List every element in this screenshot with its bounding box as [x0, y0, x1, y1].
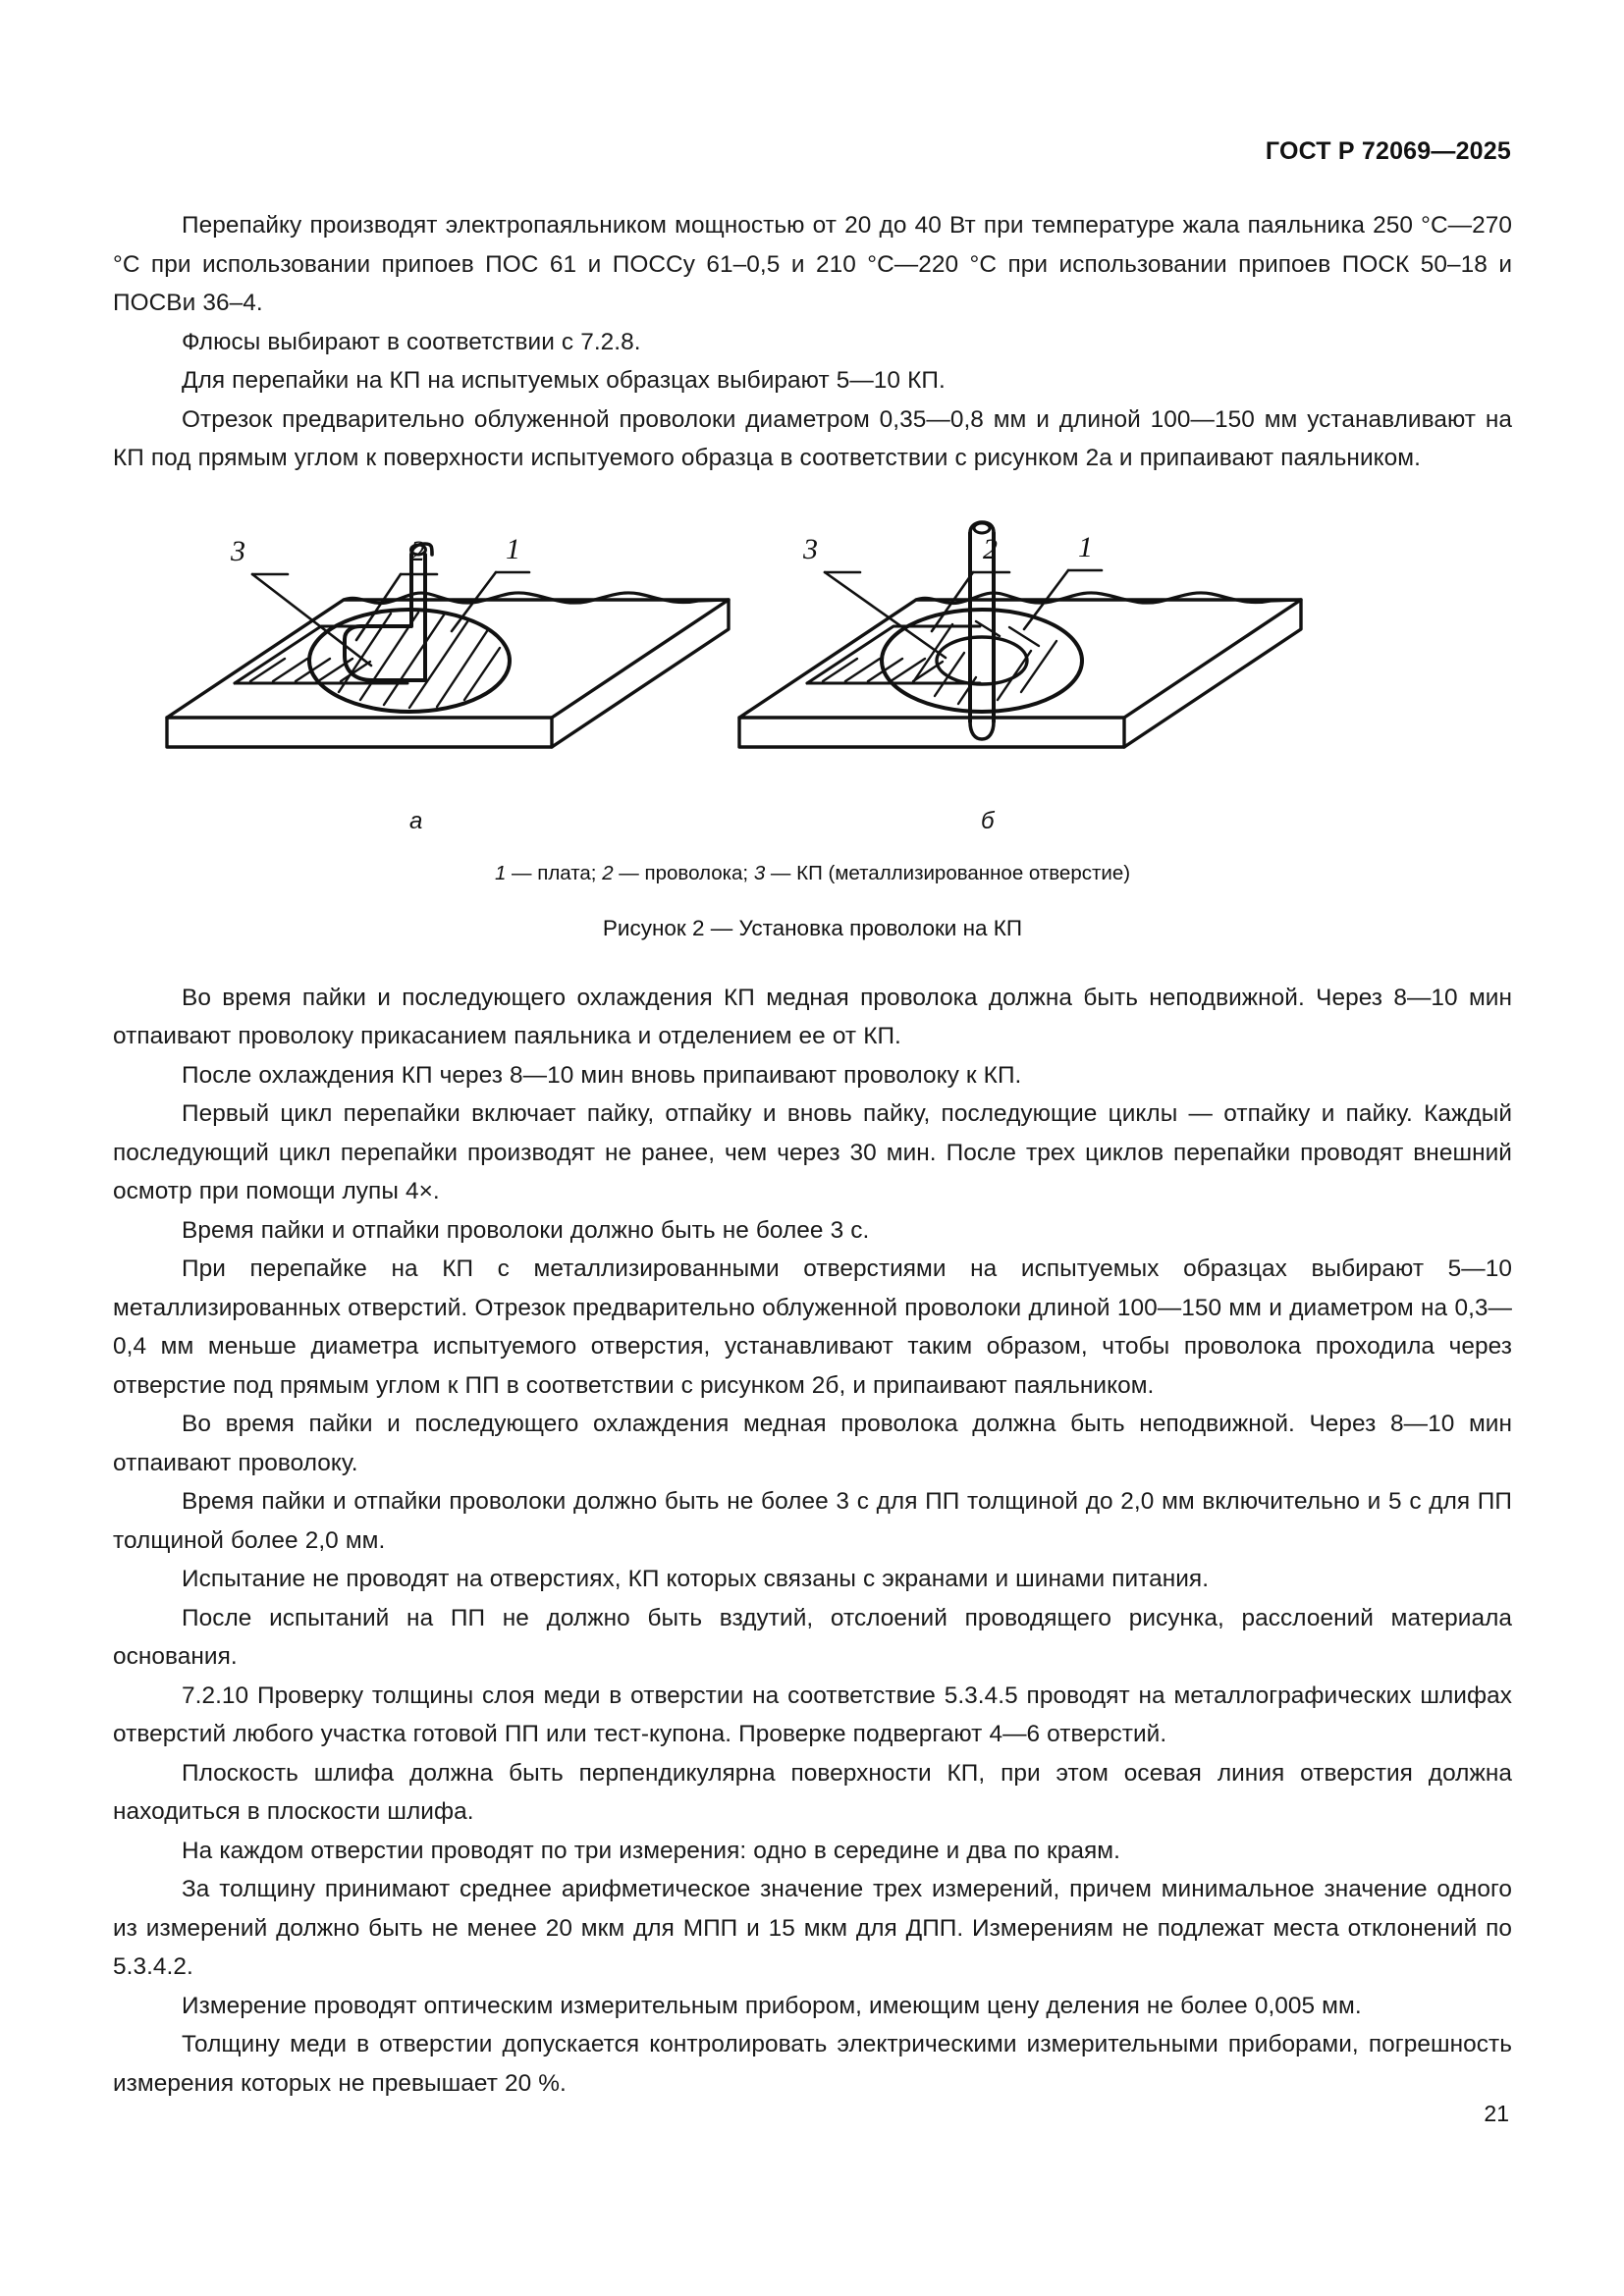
paragraph-first-cycle: Первый цикл перепайки включает пайку, отпайку и вновь пайку, последующие циклы — отпайку и пайку. Каждый последующий цикл перепайки производят не ранее, чем через 30 мин. После трех циклов перепайки проводят внешний осмотр при помощи лупы 4×. [113, 1100, 1512, 1204]
callout-3-right: 3 [803, 532, 818, 565]
callout-1-right: 1 [1078, 530, 1093, 563]
paragraph-optical-device: Измерение проводят оптическим измерительным прибором, имеющим цену деления не более 0,005 мм. [182, 1992, 1362, 2019]
paragraph-clause-7-2-10: 7.2.10 Проверку толщины слоя меди в отверстии на соответствие 5.3.4.5 проводят на металлографических шлифах отверстий любого участка готовой ПП или тест-купона. Проверке подвергают 4—6 отверстий. [113, 1682, 1512, 1747]
page-header-standard-number: ГОСТ Р 72069—2025 [1265, 137, 1511, 165]
figure-sublabel-a: а [409, 807, 423, 834]
paragraph-soldering-immobile: Во время пайки и последующего охлаждения КП медная проволока должна быть неподвижной. Через 8—10 мин отпаивают проволоку прикасанием паяльника и отделением ее от КП. [113, 984, 1512, 1049]
page-content [113, 206, 1512, 2103]
figure-legend-text-2: — проволока; [613, 861, 754, 884]
figure-legend [113, 859, 1512, 888]
figure-view-b [739, 522, 1301, 747]
figure-legend-text-3: — КП (металлизированное отверстие) [765, 861, 1131, 884]
figure-legend-num-3: 3 [753, 861, 766, 884]
callout-3-left: 3 [231, 534, 245, 567]
paragraph-average-thickness: За толщину принимают среднее арифметическое значение трех измерений, причем минимальное значение одного из измерений должно быть не менее 20 мкм для МПП и 15 мкм для ДПП. Измерениям не подлежат места отклонений по 5.3.4.2. [113, 1876, 1512, 1980]
figure-legend-num-2: 2 [602, 861, 614, 884]
figure-caption: Рисунок 2 — Установка проволоки на КП [602, 915, 1023, 940]
callout-2-right: 2 [983, 532, 998, 565]
paragraph-pads-count: Для перепайки на КП на испытуемых образцах выбирают 5—10 КП. [182, 367, 946, 394]
figure-legend-num-1: 1 [494, 861, 507, 884]
paragraph-no-blisters: После испытаний на ПП не должно быть вздутий, отслоений проводящего рисунка, расслоений материала основания. [113, 1604, 1512, 1670]
paragraph-solder-time-3s: Время пайки и отпайки проволоки должно быть не более 3 с. [182, 1216, 870, 1244]
paragraph-section-plane: Плоскость шлифа должна быть перпендикулярна поверхности КП, при этом осевая линия отверстия должна находиться в плоскости шлифа. [113, 1759, 1512, 1825]
paragraph-wire-segment: Отрезок предварительно облуженной проволоки диаметром 0,35—0,8 мм и длиной 100—150 мм устанавливают на КП под прямым углом к поверхности испытуемого образца в соответствии с рисунком 2а и припаивают паяльником. [113, 405, 1512, 471]
paragraph-resolder-after-cooling: После охлаждения КП через 8—10 мин вновь припаивают проволоку к КП. [182, 1061, 1022, 1089]
figure-2 [113, 504, 1512, 943]
paragraph-resoldering-power: Перепайку производят электропаяльником мощностью от 20 до 40 Вт при температуре жала паяльника 250 °С—270 °С при использовании припоев ПОС 61 и ПОССу 61–0,5 и 210 °С—220 °С при использовании припоев ПОСК 50–18 и ПОСВи 36–4. [113, 212, 1512, 316]
figure-sublabel-b: б [981, 807, 995, 834]
paragraph-time-thickness: Время пайки и отпайки проволоки должно быть не более 3 с для ПП толщиной до 2,0 мм включительно и 5 с для ПП толщиной более 2,0 мм. [113, 1488, 1512, 1554]
paragraph-no-test-shields: Испытание не проводят на отверстиях, КП которых связаны с экранами и шинами питания. [182, 1566, 1210, 1592]
figure-legend-text-1: — плата; [506, 861, 603, 884]
paragraph-copper-wire-immobile: Во время пайки и последующего охлаждения медная проволока должна быть неподвижной. Через 8—10 мин отпаивают проволоку. [113, 1411, 1512, 1476]
figure-sublabels [113, 808, 1512, 849]
page-number: 21 [1484, 2101, 1509, 2126]
callout-1-left: 1 [506, 532, 520, 565]
paragraph-plated-holes: При перепайке на КП с металлизированными отверстиями на испытуемых образцах выбирают 5—10 металлизированных отверстий. Отрезок предварительно облуженной проволоки длиной 100—150 мм и диаметром на 0,3—0,4 мм меньше диаметра испытуемого отверстия, устанавливают таким образом, чтобы проволока проходила через отверстие под прямым углом к ПП в соответствии с рисунком 2б, и припаивают паяльником. [113, 1255, 1512, 1399]
figure-2-drawing [113, 504, 1512, 808]
paragraph-three-measurements: На каждом отверстии проводят по три измерения: одно в середине и два по краям. [182, 1837, 1120, 1864]
paragraph-electrical-devices: Толщину меди в отверстии допускается контролировать электрическими измерительными приборами, погрешность измерения которых не превышает 20 %. [113, 2031, 1512, 2097]
paragraph-fluxes: Флюсы выбирают в соответствии с 7.2.8. [182, 328, 641, 355]
callout-2-left: 2 [410, 534, 425, 567]
figure-2-svg [113, 504, 1512, 808]
figure-view-a [167, 544, 729, 747]
